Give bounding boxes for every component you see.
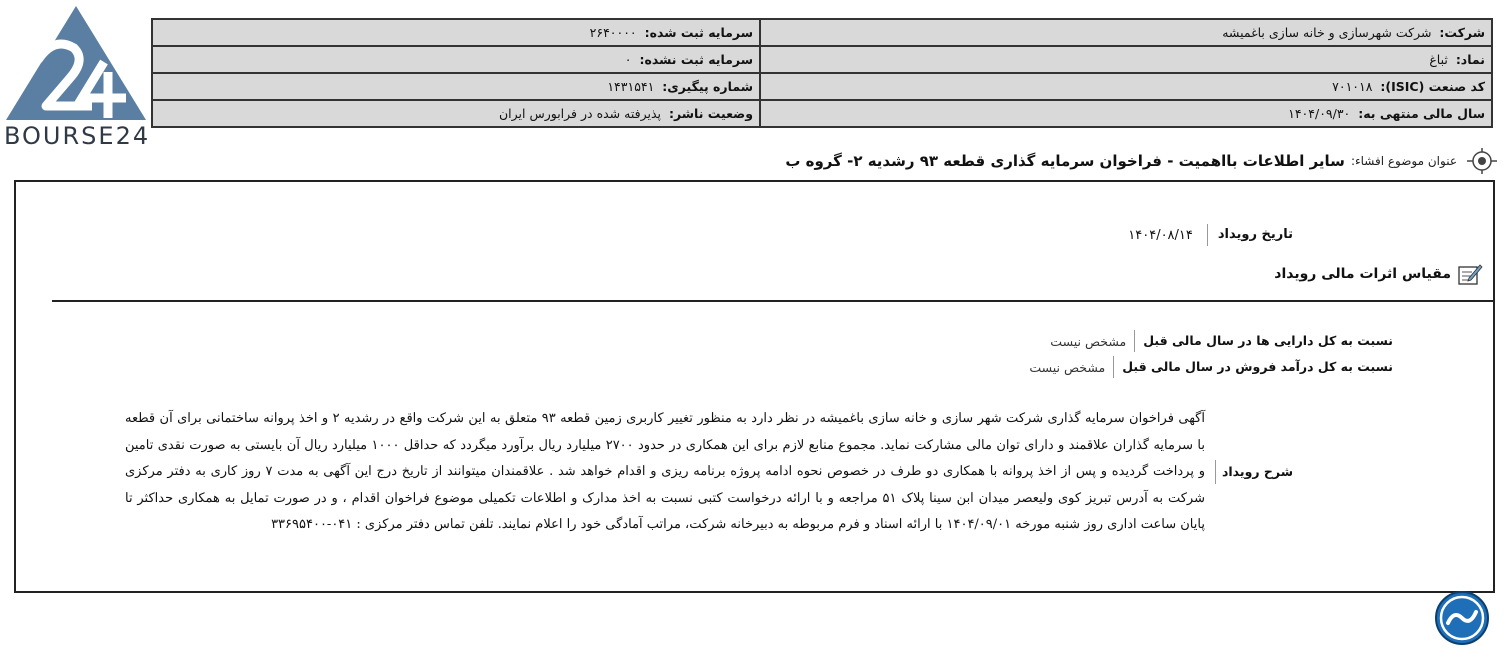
- event-date-row: [1128, 224, 1293, 246]
- event-description-row: [125, 406, 1293, 539]
- section-divider: [52, 300, 1493, 302]
- revenue-ratio-row: [1029, 356, 1393, 378]
- assets-ratio-row: [1050, 330, 1393, 352]
- registered-capital-cell: سرمایه ثبت شده: ۲۶۴۰۰۰۰: [152, 19, 760, 46]
- tracking-number-cell: شماره پیگیری: ۱۴۳۱۵۴۱: [152, 73, 760, 100]
- assets-ratio-label: نسبت به کل دارایی ها در سال مالی قبل: [1134, 330, 1393, 352]
- fiscal-year-cell: سال مالی منتهی به: ۱۴۰۴/۰۹/۳۰: [760, 100, 1492, 127]
- event-date-value: ۱۴۰۴/۰۸/۱۴: [1128, 227, 1193, 243]
- disclosure-subject: [785, 146, 1497, 176]
- company-info-table: [151, 18, 1493, 128]
- event-date-label: تاریخ رویداد: [1207, 224, 1293, 246]
- unregistered-capital-cell: سرمایه ثبت نشده: ۰: [152, 46, 760, 73]
- revenue-ratio-value: مشخص نیست: [1029, 359, 1106, 375]
- subject-label: عنوان موضوع افشاء:: [1350, 154, 1457, 168]
- financial-impact-title-text: مقیاس اثرات مالی رویداد: [1274, 266, 1451, 282]
- edit-document-icon: [1457, 262, 1483, 286]
- company-cell: شرکت: شرکت شهرسازی و خانه سازی باغمیشه: [760, 19, 1492, 46]
- event-description-label: شرح رویداد: [1215, 460, 1293, 484]
- target-icon: [1467, 146, 1497, 176]
- publisher-status-cell: وضعیت ناشر: پذیرفته شده در فرابورس ایران: [152, 100, 760, 127]
- bourse-badge-icon[interactable]: [1434, 590, 1490, 646]
- revenue-ratio-label: نسبت به کل درآمد فروش در سال مالی قبل: [1113, 356, 1393, 378]
- isic-cell: کد صنعت (ISIC): ۷۰۱۰۱۸: [760, 73, 1492, 100]
- event-details-box: [14, 180, 1495, 593]
- logo-text: BOURSE24: [4, 122, 151, 150]
- financial-impact-title: [1274, 262, 1483, 286]
- subject-title: سایر اطلاعات بااهمیت - فراخوان سرمایه گذاری قطعه ۹۳ رشدیه ۲- گروه ب: [785, 152, 1345, 170]
- event-description-text: آگهی فراخوان سرمایه گذاری شرکت شهر سازی و خانه سازی باغمیشه در نظر دارد به منظور تغییر کاربری زمین قطعه ۹۳ متعلق به این شرکت واقع در رشدیه ۲ و اخذ پروانه ساختمانی برای آن قطعه با سرمایه گذاران علاقمند و دارای توان مالی مشارکت نماید. مجموع منابع لازم برای این همکاری در حدود ۲۷۰۰ میلیارد ریال برآورد میگردد که حداقل ۱۰۰۰ میلیارد ریال آن بایستی به صورت نقدی تامین و پرداخت گردیده و پس از اخذ پروانه با همکاری دو طرف در خصوص نحوه ادامه پروژه برنامه ریزی و اقدام خواهد شد . علاقمندان میتوانند از تاریخ درج این آگهی به مدت ۷ روز کاری به دفتر مرکزی شرکت به آدرس تبریز کوی ولیعصر میدان ابن سینا پلاک ۵۱ مراجعه و با ارائه درخواست کتبی نسبت به اخذ مدارک و اطلاعات تکمیلی موضوع فراخوان اقدام ، و در صورت تمایل به همکاری حداکثر تا پایان ساعت اداری روز شنبه مورخه ۱۴۰۴/۰۹/۰۱ با ارائه اسناد و فرم مربوطه به دبیرخانه شرکت، مراتب آمادگی خود را اعلام نمایند. تلفن تماس دفتر مرکزی : ۰۴۱-۳۳۶۹۵۴۰۰: [124, 411, 1205, 532]
- symbol-cell: نماد: ثباغ: [760, 46, 1492, 73]
- assets-ratio-value: مشخص نیست: [1050, 333, 1127, 349]
